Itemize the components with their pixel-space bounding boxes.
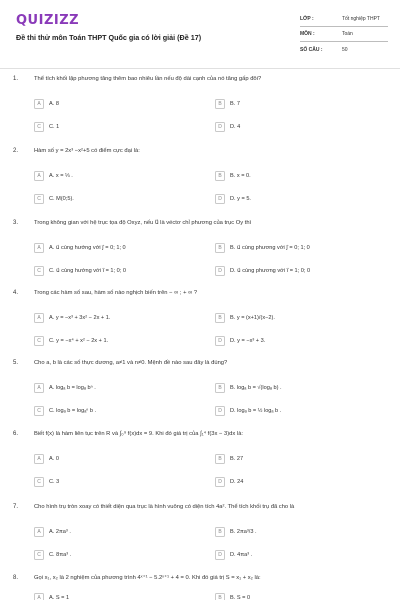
option-d[interactable] (215, 549, 380, 561)
option-b[interactable] (215, 382, 380, 394)
option-text: C. u⃗ cùng hướng với i⃗ = 1; 0; 0 (49, 268, 126, 274)
option-letter-box: C (34, 406, 44, 416)
question-text: Biết f(x) là hàm liên tục trên R và ∫₀⁹ f(x)dx = 9. Khi đó giá trị của ∫₁⁴ f(3x − 3)dx là: (34, 431, 244, 437)
option-letter-box: B (215, 454, 225, 464)
option-text: A. u⃗ cùng hướng với j⃗ = 0; 1; 0 (49, 245, 126, 251)
question-number: 8. (13, 575, 19, 581)
option-letter-box: B (215, 527, 225, 537)
option-text: B. y = (x+1)/(x−2). (230, 315, 275, 321)
option-letter-box: A (34, 383, 44, 393)
option-text: C. M(0;5). (49, 196, 74, 202)
option-letter-box: B (215, 593, 225, 600)
option-letter-box: D (215, 194, 225, 204)
option-c[interactable] (34, 405, 199, 417)
page-header (0, 0, 400, 68)
option-text: D. 24 (230, 479, 244, 485)
option-a[interactable] (34, 98, 199, 110)
question-text: Thể tích khối lập phương tăng thêm bao nhiêu lần nếu độ dài cạnh của nó tăng gấp đôi? (34, 76, 262, 82)
question-text: Trong không gian với hệ trục tọa độ Oxyz, nếu u⃗ là véctơ chỉ phương của trục Oy thì (34, 220, 252, 226)
option-text: C. logₐ b = logₐⁿ b . (49, 408, 97, 414)
option-text: D. u⃗ cùng phương với i⃗ = 1; 0; 0 (230, 268, 311, 274)
option-c[interactable] (34, 549, 199, 561)
option-d[interactable] (215, 405, 380, 417)
question-number: 3. (13, 220, 19, 226)
option-text: D. y = −x³ + 3. (230, 338, 266, 344)
option-letter-box: B (215, 171, 225, 181)
option-letter-box: A (34, 593, 44, 600)
option-c[interactable] (34, 476, 199, 488)
meta-label: MÔN : (300, 31, 315, 37)
option-letter-box: D (215, 122, 225, 132)
option-letter-box: A (34, 527, 44, 537)
option-text: D. logₐ b = ½ logₐ b . (230, 408, 282, 414)
option-b[interactable] (215, 98, 380, 110)
option-letter-box: A (34, 171, 44, 181)
option-a[interactable] (34, 170, 199, 182)
question-number: 1. (13, 76, 19, 82)
quizizz-logo: QUIZIZZ (16, 13, 80, 28)
option-text: B. 2πa³/3 . (230, 529, 257, 535)
option-text: D. 4πa³ . (230, 552, 253, 558)
option-d[interactable] (215, 335, 380, 347)
option-d[interactable] (215, 121, 380, 133)
meta-table (300, 12, 388, 57)
option-letter-box: C (34, 550, 44, 560)
option-letter-box: B (215, 99, 225, 109)
option-text: C. y = −x⁴ + x² − 2x + 1. (49, 338, 109, 344)
question-text: Trong các hàm số sau, hàm số nào nghịch biến trên − ∞ ; + ∞ ? (34, 290, 198, 296)
meta-value: Tốt nghiệp THPT (342, 16, 380, 22)
question-text: Gọi x₁, x₂ là 2 nghiệm của phương trình 4ˣ⁺¹ − 5.2ˣ⁺¹ + 4 = 0. Khi đó giá trị S = x₁ + x₂ là: (34, 575, 261, 581)
option-text: B. S = 0 (230, 595, 251, 600)
option-text: A. 2πa³ . (49, 529, 71, 535)
option-a[interactable] (34, 242, 199, 254)
option-a[interactable] (34, 526, 199, 538)
question-number: 5. (13, 360, 19, 366)
option-a[interactable] (34, 312, 199, 324)
option-d[interactable] (215, 476, 380, 488)
option-text: A. 0 (49, 456, 59, 462)
option-letter-box: D (215, 266, 225, 276)
option-a[interactable] (34, 453, 199, 465)
option-letter-box: A (34, 454, 44, 464)
option-a[interactable] (34, 382, 199, 394)
option-b[interactable] (215, 312, 380, 324)
question-number: 6. (13, 431, 19, 437)
option-letter-box: C (34, 477, 44, 487)
document-title: Đề thi thử môn Toán THPT Quốc gia có lời giải (Đề 17) (16, 33, 202, 42)
option-b[interactable] (215, 526, 380, 538)
question-text: Cho hình trụ tròn xoay có thiết diện qua trục là hình vuông có diện tích 4a². Thể tích khối trụ đã cho là (34, 504, 295, 510)
question-number: 4. (13, 290, 19, 296)
option-text: B. 27 (230, 456, 244, 462)
question-text: Cho a, b là các số thực dương, a≠1 và n≠0. Mệnh đề nào sau đây là đúng? (34, 360, 228, 366)
option-text: A. S = 1 (49, 595, 70, 600)
option-text: B. 7 (230, 101, 240, 107)
option-d[interactable] (215, 193, 380, 205)
option-b[interactable] (215, 592, 380, 600)
option-text: A. x = ⅓ . (49, 173, 73, 179)
option-d[interactable] (215, 265, 380, 277)
option-letter-box: C (34, 336, 44, 346)
header-divider (0, 68, 400, 69)
meta-row-subject (300, 27, 388, 42)
option-text: A. 8 (49, 101, 59, 107)
option-c[interactable] (34, 335, 199, 347)
option-text: B. logₐ b = √(logₐ b) . (230, 385, 282, 391)
option-a[interactable] (34, 592, 199, 600)
option-text: B. x = 0. (230, 173, 251, 179)
option-letter-box: A (34, 313, 44, 323)
question-number: 7. (13, 504, 19, 510)
option-b[interactable] (215, 242, 380, 254)
option-c[interactable] (34, 265, 199, 277)
question-number: 2. (13, 148, 19, 154)
option-letter-box: B (215, 313, 225, 323)
option-letter-box: D (215, 406, 225, 416)
option-letter-box: D (215, 336, 225, 346)
option-text: D. y = 5. (230, 196, 251, 202)
option-c[interactable] (34, 193, 199, 205)
option-letter-box: C (34, 122, 44, 132)
option-letter-box: D (215, 550, 225, 560)
question-text: Hàm số y = 2x³ −x²+5 có điểm cực đại là: (34, 148, 140, 154)
meta-row-count (300, 42, 388, 57)
option-b[interactable] (215, 453, 380, 465)
option-text: A. logₐ b = logₐ bⁿ . (49, 385, 96, 391)
option-c[interactable] (34, 121, 199, 133)
option-letter-box: A (34, 99, 44, 109)
option-text: B. u⃗ cùng phương với j⃗ = 0; 1; 0 (230, 245, 310, 251)
meta-value: Toán (342, 31, 353, 37)
option-b[interactable] (215, 170, 380, 182)
meta-label: SỐ CÂU : (300, 46, 323, 53)
option-text: C. 8πa³ . (49, 552, 72, 558)
meta-value: 50 (342, 46, 348, 53)
option-letter-box: D (215, 477, 225, 487)
option-letter-box: B (215, 243, 225, 253)
option-letter-box: C (34, 194, 44, 204)
option-letter-box: C (34, 266, 44, 276)
option-letter-box: B (215, 383, 225, 393)
meta-label: LỚP : (300, 16, 314, 22)
option-text: C. 1 (49, 124, 60, 130)
option-text: C. 3 (49, 479, 60, 485)
option-text: A. y = −x³ + 3x² − 2x + 1. (49, 315, 111, 321)
option-text: D. 4 (230, 124, 241, 130)
option-letter-box: A (34, 243, 44, 253)
meta-row-class (300, 12, 388, 27)
